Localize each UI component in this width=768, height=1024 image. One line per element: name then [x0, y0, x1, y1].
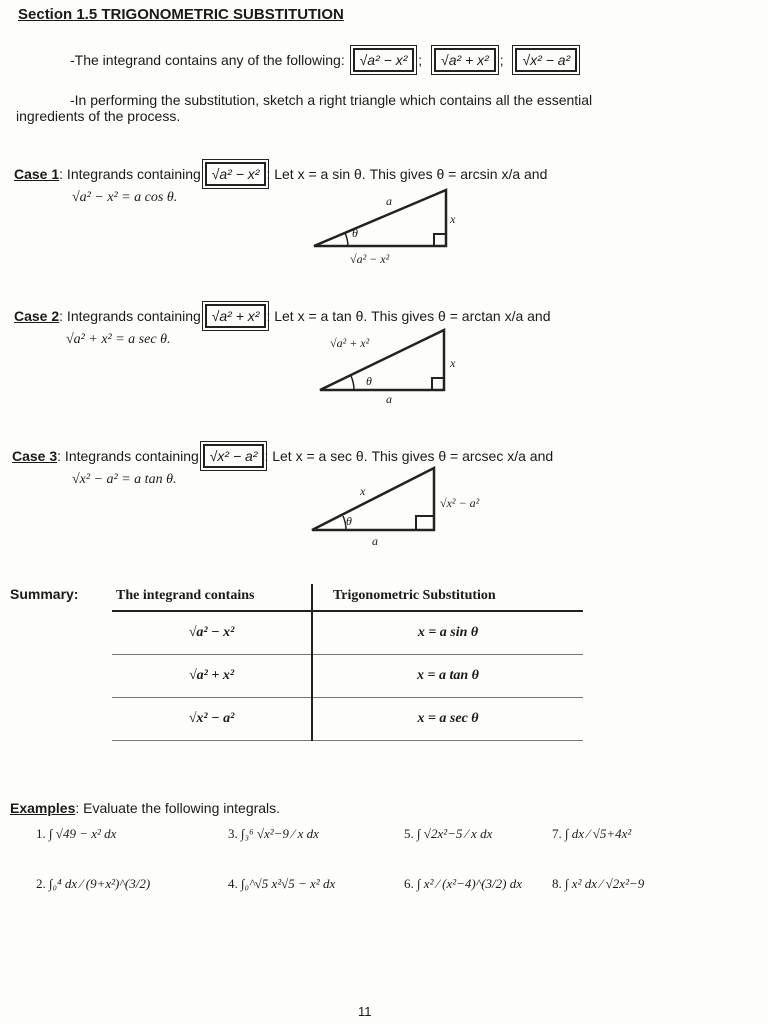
summary-cell-integrand: √a² − x²: [112, 611, 312, 655]
case-2-line: [14, 304, 551, 328]
case-3-hyp-label: x: [360, 484, 366, 498]
examples-heading: [10, 800, 280, 816]
form-box-2: √a² + x²: [434, 48, 496, 72]
table-row: [112, 611, 583, 655]
example-7: 7. ∫ dx ⁄ √5+4x²: [552, 826, 632, 841]
case-3-triangle: [308, 464, 438, 534]
intro-text: -The integrand contains any of the following:: [70, 52, 345, 68]
summary-header-row: [112, 584, 583, 611]
summary-table: [112, 584, 583, 741]
separator: ;: [418, 52, 423, 68]
case-1-opp-label: x: [450, 212, 456, 226]
case-2-angle-label: θ: [366, 374, 372, 388]
case-2-label: Case 2: [14, 308, 60, 324]
case-1-angle-label: θ: [352, 226, 358, 240]
case-2-text: : Let x = a tan θ. This gives θ = arctan x/a and: [266, 308, 551, 324]
form-box-3: √x² − a²: [515, 48, 577, 72]
examples-label: Examples: [10, 800, 76, 816]
example-2: 2. ∫₀⁴ dx ⁄ (9+x²)^(3/2): [36, 876, 151, 891]
examples-instructions: : Evaluate the following integrals.: [75, 800, 281, 816]
case-3-angle-label: θ: [346, 514, 352, 528]
intro-line-3: ingredients of the process.: [16, 108, 181, 124]
case-3-opp-label: √x² − a²: [440, 496, 480, 510]
case-1-result: √a² − x² = a cos θ.: [72, 190, 178, 205]
intro-line-1: [70, 48, 577, 72]
example-6: 6. ∫ x² ⁄ (x²−4)^(3/2) dx: [404, 876, 523, 891]
summary-header-integrand: The integrand contains: [112, 584, 312, 611]
summary-cell-substitution: x = a sec θ: [312, 698, 583, 741]
case-1-form: √a² − x²: [205, 162, 267, 186]
form-box-1: √a² − x²: [353, 48, 415, 72]
summary-label: Summary:: [10, 586, 79, 602]
separator: ;: [499, 52, 504, 68]
case-3-label: Case 3: [12, 448, 58, 464]
case-2-result: √a² + x² = a sec θ.: [66, 332, 171, 347]
example-8: 8. ∫ x² dx ⁄ √2x²−9: [552, 876, 645, 891]
case-3-text: : Let x = a sec θ. This gives θ = arcsec x/a and: [264, 448, 554, 464]
case-3-adj-label: a: [372, 534, 378, 548]
example-3: 3. ∫₃⁶ √x²−9 ⁄ x dx: [228, 826, 319, 841]
example-5: 5. ∫ √2x²−5 ⁄ x dx: [404, 826, 493, 841]
case-3-result: √x² − a² = a tan θ.: [72, 472, 177, 487]
example-1: 1. ∫ √49 − x² dx: [36, 826, 117, 841]
case-1-line: [14, 162, 547, 186]
case-2-hyp-label: √a² + x²: [330, 336, 370, 350]
case-2-form: √a² + x²: [205, 304, 267, 328]
case-3-prefix: : Integrands containing: [57, 448, 199, 464]
case-3-line: [12, 444, 553, 468]
case-1-prefix: : Integrands containing: [59, 166, 201, 182]
table-row: [112, 698, 583, 741]
case-3-form: √x² − a²: [203, 444, 265, 468]
case-2-adj-label: a: [386, 392, 392, 406]
case-1-adj-label: √a² − x²: [350, 252, 390, 266]
summary-cell-substitution: x = a tan θ: [312, 655, 583, 698]
case-2-prefix: : Integrands containing: [59, 308, 201, 324]
summary-cell-integrand: √a² + x²: [112, 655, 312, 698]
table-row: [112, 655, 583, 698]
summary-cell-substitution: x = a sin θ: [312, 611, 583, 655]
page-number: 11: [358, 1004, 372, 1019]
case-2-opp-label: x: [450, 356, 456, 370]
case-1-triangle: [310, 186, 460, 252]
summary-cell-integrand: √x² − a²: [112, 698, 312, 741]
case-1-label: Case 1: [14, 166, 60, 182]
example-4: 4. ∫₀^√5 x²√5 − x² dx: [228, 876, 336, 891]
summary-header-substitution: Trigonometric Substitution: [312, 584, 583, 611]
case-1-hyp-label: a: [386, 194, 392, 208]
case-1-text: : Let x = a sin θ. This gives θ = arcsin x/a and: [266, 166, 548, 182]
intro-line-2: -In performing the substitution, sketch a right triangle which contains all the essential: [70, 92, 593, 108]
page-title: Section 1.5 TRIGONOMETRIC SUBSTITUTION: [18, 6, 344, 23]
